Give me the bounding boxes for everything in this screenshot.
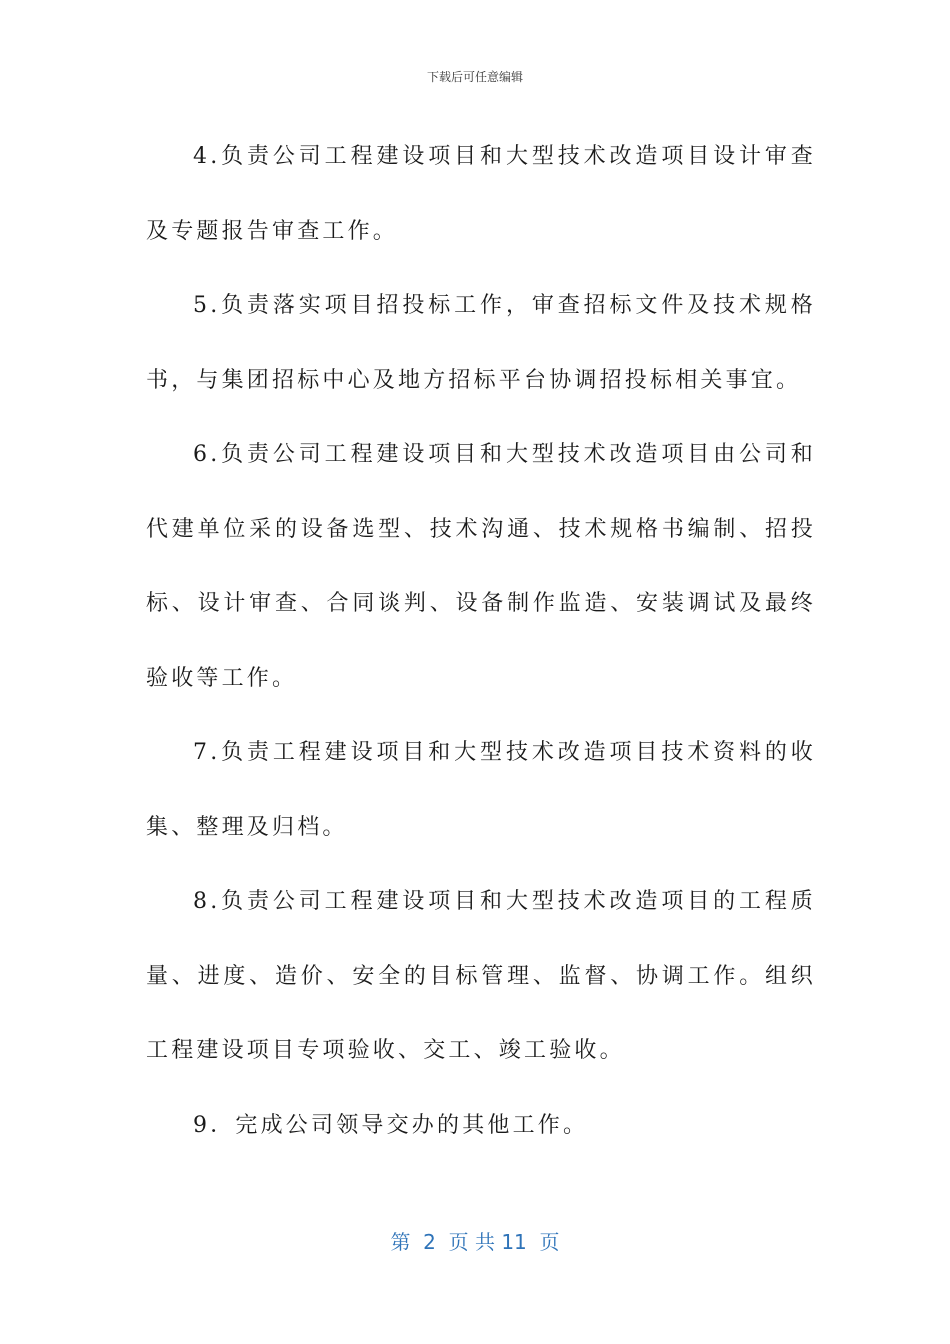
paragraph-item-5: 5.负责落实项目招投标工作，审查招标文件及技术规格书，与集团招标中心及地方招标平台协调招投标相关事宜。 [146, 293, 816, 393]
page-header: 下载后可任意编辑 [426, 70, 523, 84]
paragraph-item-4: 4.负责公司工程建设项目和大型技术改造项目设计审查及专题报告审查工作。 [146, 144, 816, 244]
paragraph-item-9: 9．完成公司领导交办的其他工作。 [193, 1112, 589, 1138]
document-body [146, 120, 816, 1163]
paragraph-item-8: 8.负责公司工程建设项目和大型技术改造项目的工程质量、进度、造价、安全的目标管理、监督、协调工作。组织工程建设项目专项验收、交工、竣工验收。 [146, 889, 816, 1063]
paragraph-item-6: 6.负责公司工程建设项目和大型技术改造项目由公司和代建单位采的设备选型、技术沟通、技术规格书编制、招投标、设计审查、合同谈判、设备制作监造、安装调试及最终验收等工作。 [146, 442, 816, 691]
paragraph-item-7: 7.负责工程建设项目和大型技术改造项目技术资料的收集、整理及归档。 [146, 740, 816, 840]
page-number-footer: 第 2 页 共 11 页 [390, 1230, 560, 1254]
